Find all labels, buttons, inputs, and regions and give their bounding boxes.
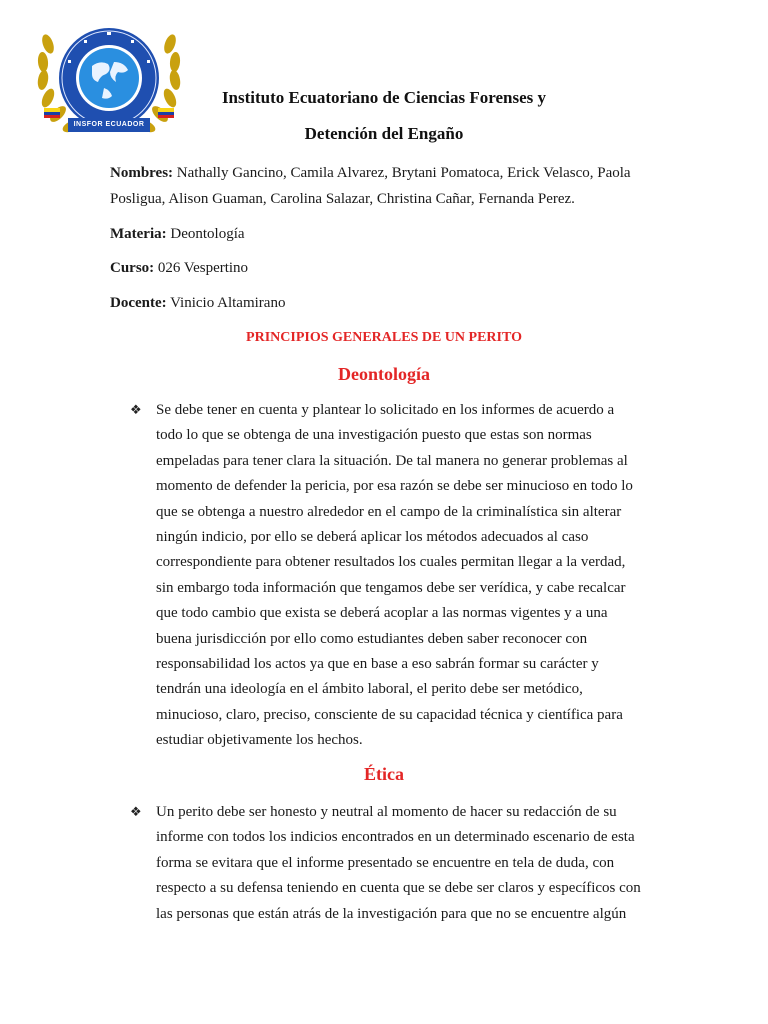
paragraph-line: que todo cambio que exista se deberá acoplar a las normas vigentes y a una: [156, 605, 608, 622]
diamond-bullet-icon: ❖: [130, 403, 142, 418]
document-title-line2: [0, 124, 768, 144]
document-title-line1: [0, 88, 768, 108]
paragraph-line: Se debe tener en cuenta y plantear lo solicitado en los informes de acuerdo a: [156, 402, 615, 418]
logo-banner-text: INSFOR ECUADOR: [73, 121, 145, 128]
materia-label: Materia:: [110, 226, 167, 242]
paragraph-line: ningún indicio, por ello se deberá aplicar los métodos adecuados al caso: [156, 529, 589, 546]
paragraph-line: momento de defender la pericia, por esa razón se debe ser minucioso en todo lo: [156, 478, 633, 495]
paragraph-line: sin embargo toda información que tengamos debe ser verídica, y cabe recalcar: [156, 579, 626, 596]
section-heading-deontologia: Deontología: [338, 364, 430, 384]
section-heading-etica: Ética: [364, 764, 404, 784]
paragraph-line: minucioso, claro, preciso, consciente de su capacidad técnica y científica para: [156, 706, 623, 723]
curso-field: [110, 255, 670, 281]
paragraph-line: forma se evitara que el informe presentado se encuentre en tela de duda, con: [156, 854, 615, 871]
nombres-value-line1: Nathally Gancino, Camila Alvarez, Brytani Pomatoca, Erick Velasco, Paola: [176, 165, 631, 181]
diamond-bullet-icon: ❖: [130, 805, 142, 820]
docente-label: Docente:: [110, 295, 167, 311]
paragraph-line: tendrán una ideología en el ámbito laboral, el perito debe ser metódico,: [156, 681, 583, 698]
paragraph-line: informe con todos los indicios encontrados en un determinado escenario de esta: [156, 829, 635, 846]
materia-value: Deontología: [170, 226, 245, 242]
paragraph-line: empeladas para tener clara la situación. De tal manera no generar problemas al: [156, 452, 628, 469]
section-paragraph: [156, 398, 666, 754]
paragraph-line: respecto a su defensa teniendo en cuenta que se debe ser claros y específicos con: [156, 880, 641, 897]
title-line2-text: Detención del Engaño: [304, 124, 464, 143]
docente-value: Vinicio Altamirano: [170, 295, 286, 311]
materia-field: [110, 221, 670, 247]
nombres-value-line2: Posligua, Alison Guaman, Carolina Salazar, Christina Cañar, Fernanda Perez.: [110, 191, 575, 207]
main-heading: PRINCIPIOS GENERALES DE UN PERITO: [246, 330, 522, 345]
section-paragraph: [156, 800, 666, 927]
paragraph-line: correspondiente para obtener resultados los cuales permitan llegar a la verdad,: [156, 554, 626, 571]
curso-value: 026 Vespertino: [157, 260, 249, 276]
paragraph-line: estudiar objetivamente los hechos.: [156, 732, 363, 749]
paragraph-line: las personas que están atrás de la investigación para que no se encuentre algún: [156, 905, 627, 922]
docente-field: [110, 290, 670, 316]
paragraph-line: que se obtenga a nuestro alrededor en el campo de la criminalística sin alterar: [156, 503, 622, 520]
nombres-label: Nombres:: [110, 165, 174, 181]
paragraph-line: todo lo que se obtenga de una investigación puesto que estas son normas: [156, 427, 592, 444]
nombres-field: [110, 160, 670, 212]
paragraph-line: responsabilidad los actos ya que en base a eso sabrán formar su carácter y: [156, 656, 599, 673]
title-line1-text: Instituto Ecuatoriano de Ciencias Forenses y: [221, 88, 547, 107]
paragraph-line: buena jurisdicción por ello como estudiantes deben saber reconocer con: [156, 630, 588, 647]
curso-label: Curso:: [110, 260, 155, 276]
paragraph-line: Un perito debe ser honesto y neutral al momento de hacer su redacción de su: [156, 804, 617, 820]
